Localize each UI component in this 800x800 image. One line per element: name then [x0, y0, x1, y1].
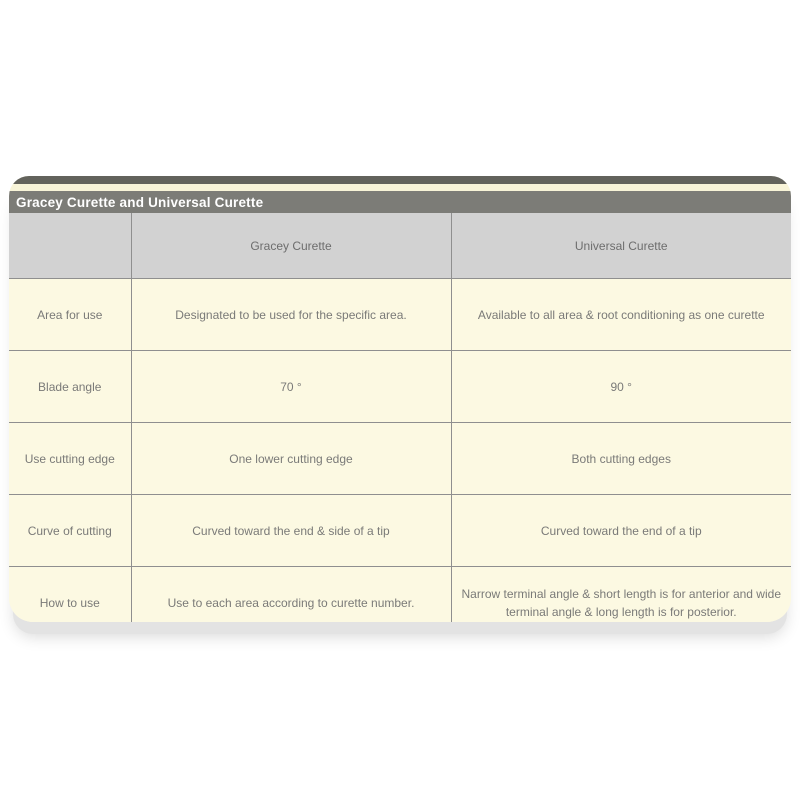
universal-cell: 90 ° [451, 351, 791, 423]
header-cell-gracey: Gracey Curette [131, 213, 451, 279]
gracey-cell: Use to each area according to curette number. [131, 567, 451, 623]
header-cell-universal: Universal Curette [451, 213, 791, 279]
slide-card [9, 176, 791, 622]
row-label: Area for use [9, 279, 131, 351]
row-label: Blade angle [9, 351, 131, 423]
table-row [9, 351, 791, 423]
row-label: How to use [9, 567, 131, 623]
table-row [9, 495, 791, 567]
gracey-cell: 70 ° [131, 351, 451, 423]
table-row [9, 567, 791, 623]
universal-cell: Available to all area & root conditioning as one curette [451, 279, 791, 351]
slide-top-strip [9, 176, 791, 184]
comparison-table [9, 213, 791, 622]
slide-title: Gracey Curette and Universal Curette [16, 194, 264, 210]
table-row [9, 423, 791, 495]
gracey-cell: Curved toward the end & side of a tip [131, 495, 451, 567]
universal-cell: Both cutting edges [451, 423, 791, 495]
gracey-cell: One lower cutting edge [131, 423, 451, 495]
table-row [9, 279, 791, 351]
universal-cell: Narrow terminal angle & short length is for anterior and wide terminal angle & long length is for posterior. [451, 567, 791, 623]
row-label: Curve of cutting [9, 495, 131, 567]
slide-highlight-strip [9, 184, 791, 191]
header-cell-empty [9, 213, 131, 279]
slide-title-bar [9, 191, 791, 213]
table-header-row [9, 213, 791, 279]
universal-cell: Curved toward the end of a tip [451, 495, 791, 567]
row-label: Use cutting edge [9, 423, 131, 495]
gracey-cell: Designated to be used for the specific area. [131, 279, 451, 351]
